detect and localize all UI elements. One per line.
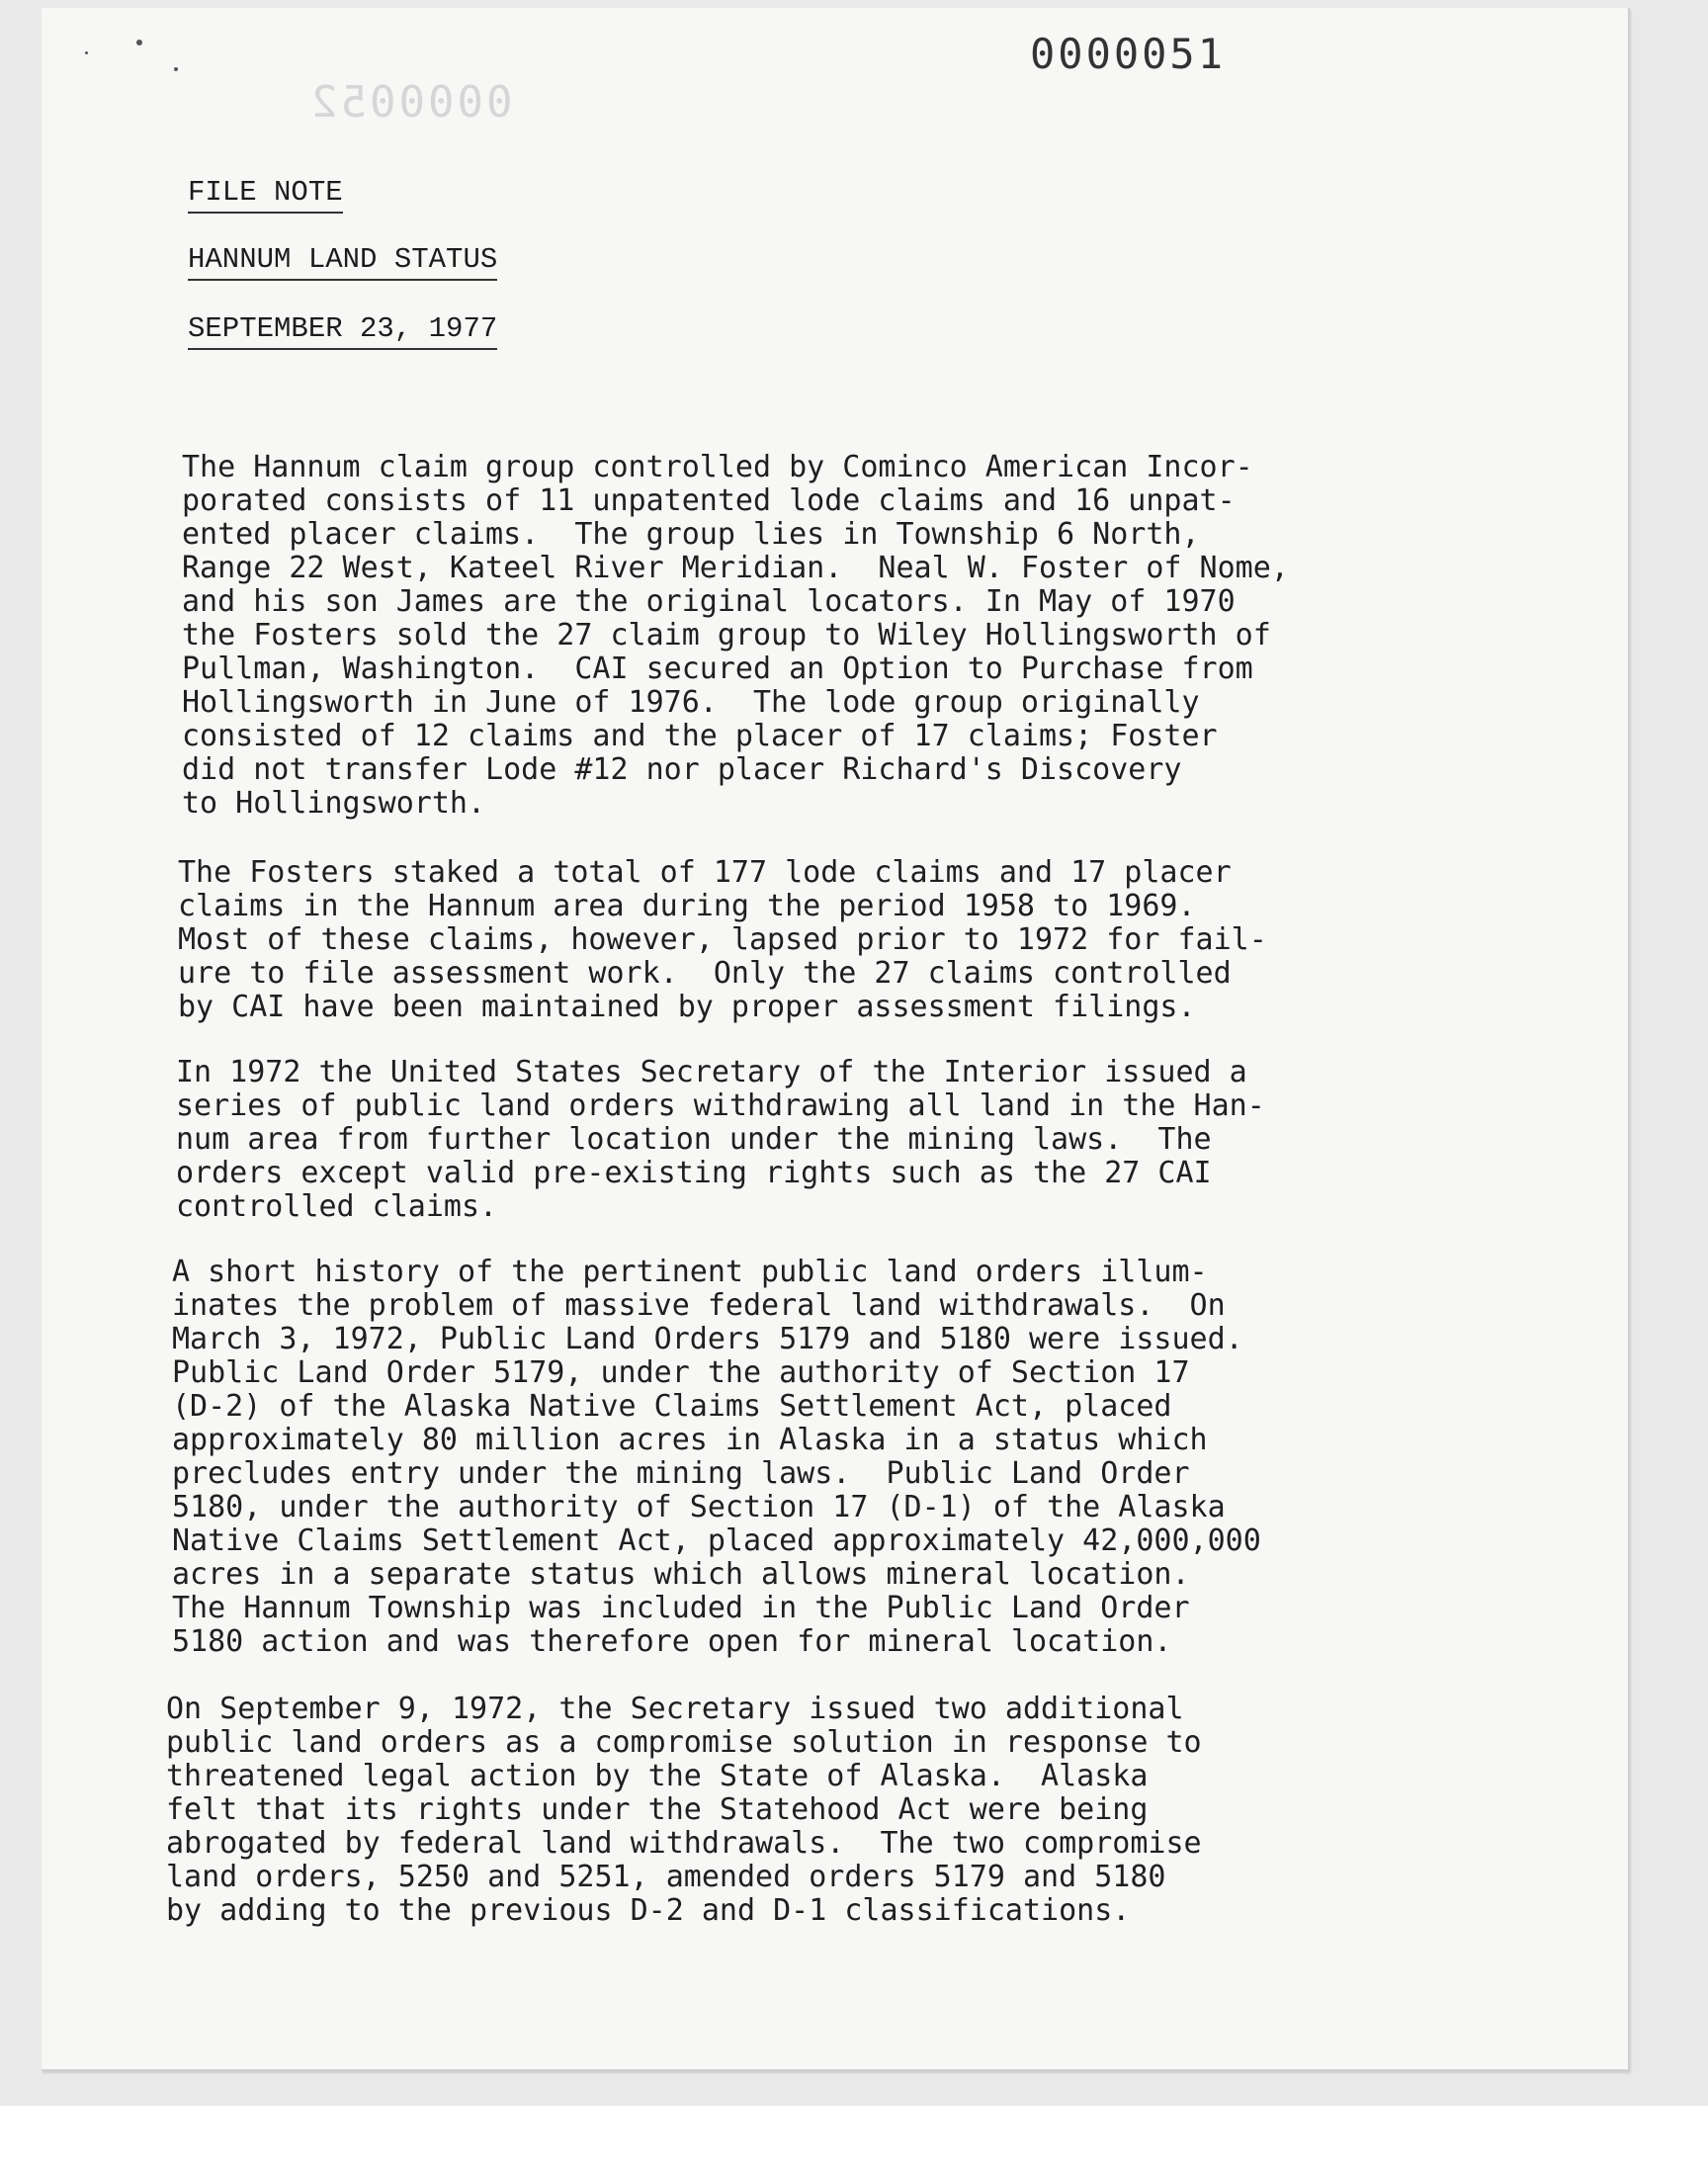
paragraph-land-order-history	[172, 1256, 1261, 1659]
text-line: On September 9, 1972, the Secretary issued two additional	[166, 1692, 1184, 1726]
text-line: felt that its rights under the Statehood Act were being	[166, 1792, 1149, 1827]
text-line: In 1972 the United States Secretary of the Interior issued a	[176, 1055, 1247, 1089]
text-line: The Hannum Township was included in the Public Land Order	[172, 1591, 1190, 1625]
text-line: inates the problem of massive federal land withdrawals. On	[172, 1288, 1226, 1323]
text-line: did not transfer Lode #12 nor placer Richard's Discovery	[182, 752, 1182, 787]
text-line: series of public land orders withdrawing all land in the Han-	[176, 1088, 1265, 1123]
text-line: by adding to the previous D-2 and D-1 classifications.	[166, 1893, 1131, 1928]
scan-speck	[174, 67, 178, 71]
text-line: Range 22 West, Kateel River Meridian. Neal W. Foster of Nome,	[182, 551, 1289, 585]
text-line: (D-2) of the Alaska Native Claims Settlement Act, placed	[172, 1389, 1172, 1424]
bleed-through-mark: 0000052	[308, 77, 513, 128]
text-line: num area from further location under the mining laws. The	[176, 1122, 1212, 1157]
text-line: 5180 action and was therefore open for mineral location.	[172, 1624, 1172, 1659]
text-line: abrogated by federal land withdrawals. The two compromise	[166, 1826, 1202, 1861]
text-line: consisted of 12 claims and the placer of 17 claims; Foster	[182, 719, 1218, 753]
paragraph-fosters-staking	[178, 856, 1267, 1024]
text-line: 5180, under the authority of Section 17 (D-1) of the Alaska	[172, 1490, 1226, 1524]
text-line: March 3, 1972, Public Land Orders 5179 and 5180 were issued.	[172, 1322, 1243, 1356]
text-line: A short history of the pertinent public land orders illum-	[172, 1255, 1208, 1289]
text-line: Public Land Order 5179, under the authority of Section 17	[172, 1355, 1190, 1390]
file-note-heading: FILE NOTE	[188, 176, 343, 214]
text-line: threatened legal action by the State of Alaska. Alaska	[166, 1759, 1149, 1793]
stamp-number: 0000051	[1030, 30, 1227, 78]
text-line: Native Claims Settlement Act, placed approximately 42,000,000	[172, 1523, 1261, 1558]
date-heading: SEPTEMBER 23, 1977	[188, 312, 497, 350]
paragraph-compromise-orders	[166, 1693, 1202, 1928]
text-line: and his son James are the original locators. In May of 1970	[182, 584, 1236, 619]
text-line: ure to file assessment work. Only the 27 claims controlled	[178, 956, 1232, 991]
text-line: claims in the Hannum area during the period 1958 to 1969.	[178, 889, 1196, 923]
text-line: acres in a separate status which allows mineral location.	[172, 1557, 1190, 1592]
text-line: porated consists of 11 unpatented lode claims and 16 unpat-	[182, 483, 1236, 518]
text-line: land orders, 5250 and 5251, amended orders 5179 and 5180	[166, 1860, 1166, 1894]
text-line: public land orders as a compromise solution in response to	[166, 1725, 1202, 1760]
paragraph-claim-group	[182, 451, 1289, 821]
text-line: the Fosters sold the 27 claim group to Wiley Hollingsworth of	[182, 618, 1271, 652]
text-line: to Hollingsworth.	[182, 786, 486, 821]
paragraph-1972-withdrawals	[176, 1056, 1265, 1224]
subject-heading: HANNUM LAND STATUS	[188, 243, 497, 281]
text-line: by CAI have been maintained by proper assessment filings.	[178, 990, 1196, 1024]
text-line: approximately 80 million acres in Alaska in a status which	[172, 1423, 1208, 1457]
scan-speck	[85, 51, 88, 54]
text-line: precludes entry under the mining laws. Public Land Order	[172, 1456, 1190, 1491]
text-line: controlled claims.	[176, 1189, 498, 1224]
text-line: Most of these claims, however, lapsed prior to 1972 for fail-	[178, 922, 1267, 957]
text-line: orders except valid pre-existing rights such as the 27 CAI	[176, 1156, 1212, 1190]
text-line: ented placer claims. The group lies in Township 6 North,	[182, 517, 1200, 552]
text-line: The Fosters staked a total of 177 lode claims and 17 placer	[178, 855, 1232, 890]
text-line: Hollingsworth in June of 1976. The lode group originally	[182, 685, 1200, 720]
scan-speck	[136, 40, 142, 45]
text-line: Pullman, Washington. CAI secured an Option to Purchase from	[182, 652, 1253, 686]
text-line: The Hannum claim group controlled by Cominco American Incor-	[182, 450, 1253, 484]
